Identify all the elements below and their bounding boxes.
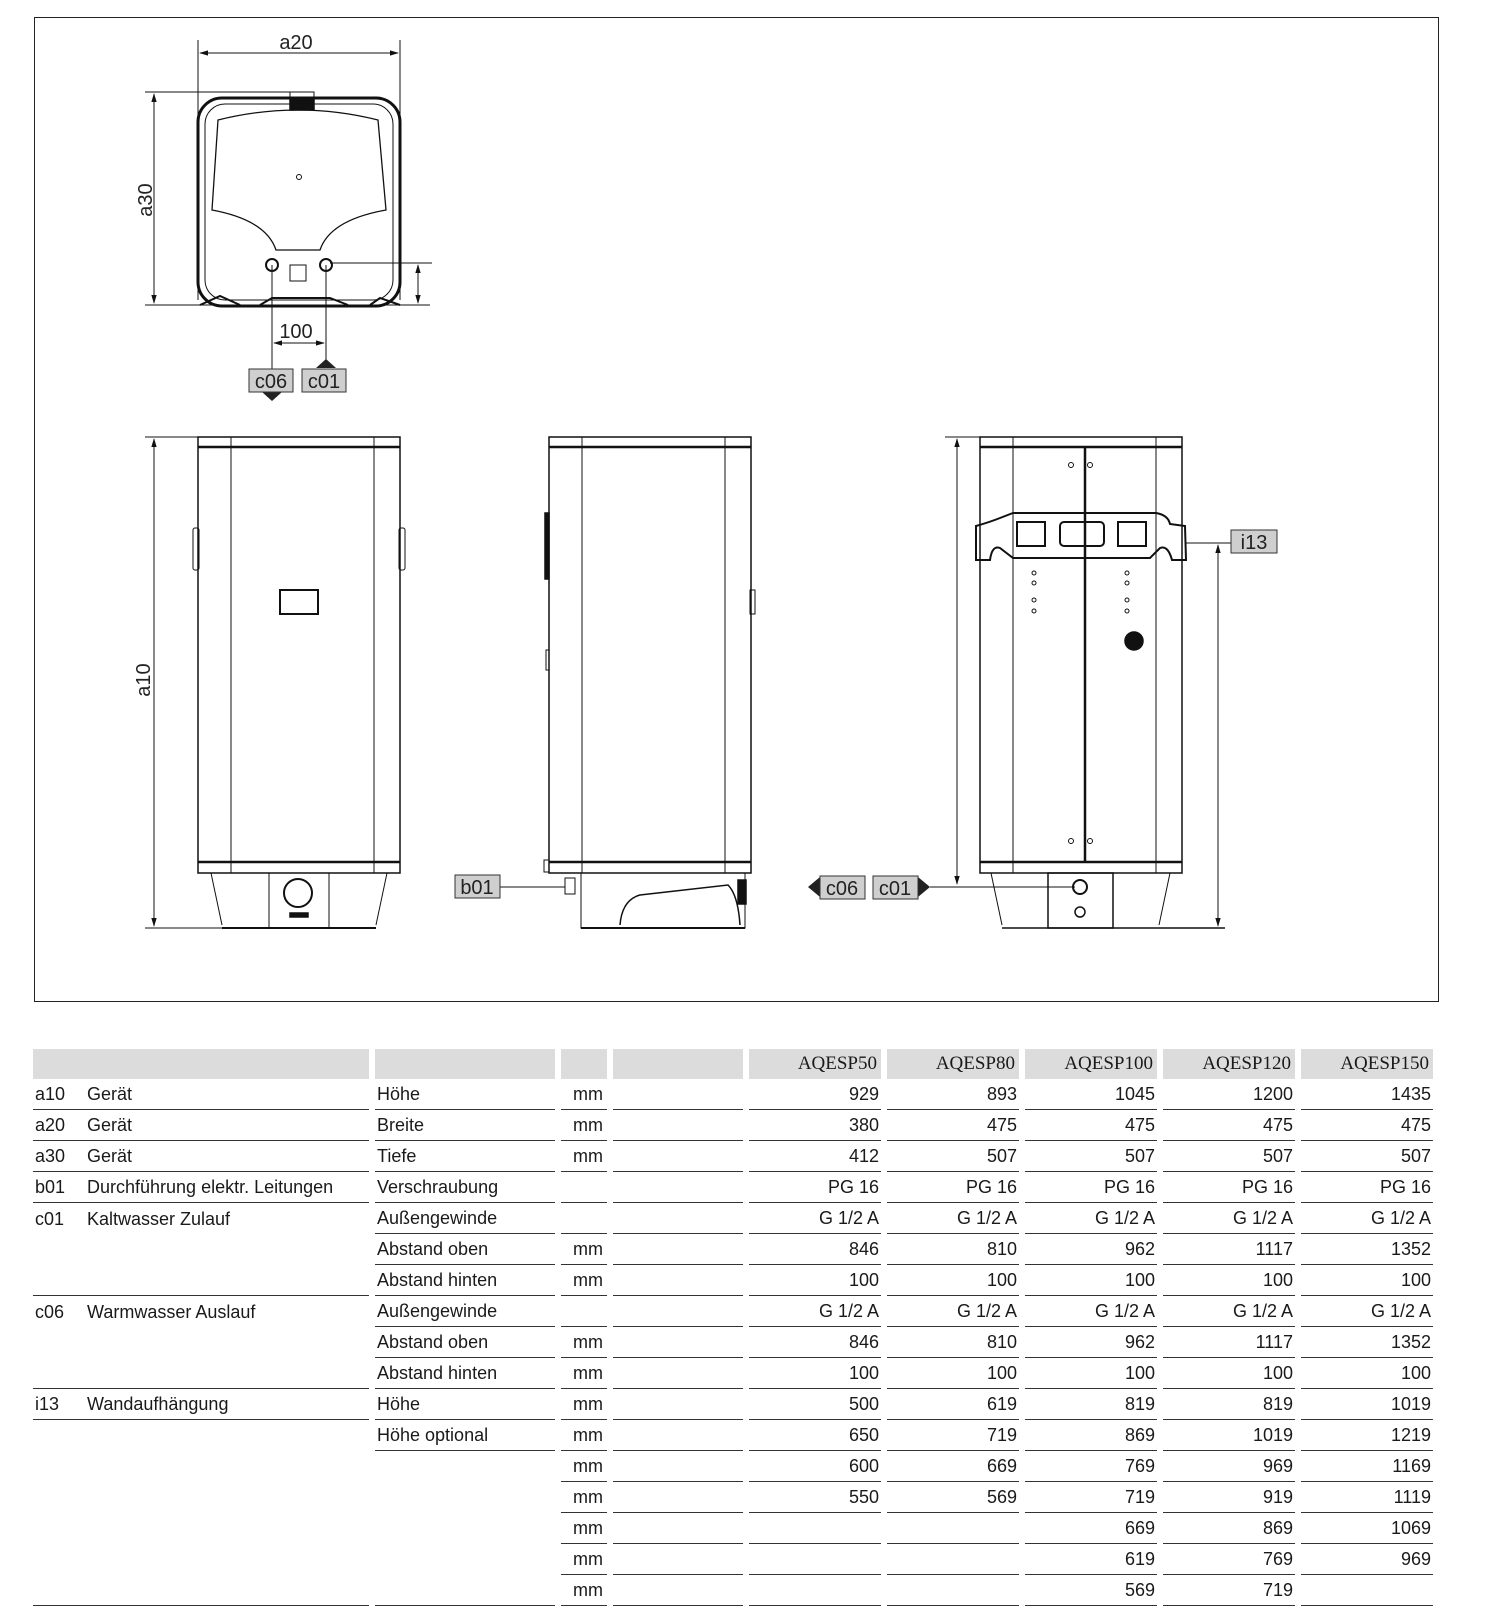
table-row bbox=[33, 1172, 1433, 1203]
designation-cell bbox=[33, 1110, 369, 1141]
item-name: Gerät bbox=[87, 1084, 133, 1104]
value-cell: 669 bbox=[1025, 1513, 1157, 1544]
value-cell: 619 bbox=[887, 1389, 1019, 1420]
value-cell: G 1/2 A bbox=[1025, 1203, 1157, 1234]
value-cell: 569 bbox=[1025, 1575, 1157, 1606]
designation-cell bbox=[33, 1265, 369, 1296]
value-cell bbox=[1301, 1575, 1433, 1606]
value-cell: 100 bbox=[749, 1265, 881, 1296]
spacer-cell bbox=[613, 1141, 743, 1172]
item-name: Durchführung elektr. Leitungen bbox=[87, 1177, 334, 1197]
value-cell: 769 bbox=[1163, 1544, 1295, 1575]
value-cell: 380 bbox=[749, 1110, 881, 1141]
value-cell: PG 16 bbox=[1163, 1172, 1295, 1203]
rear-view bbox=[930, 437, 1231, 928]
designation-cell bbox=[33, 1296, 369, 1327]
spacer-cell bbox=[613, 1482, 743, 1513]
value-cell: 962 bbox=[1025, 1234, 1157, 1265]
unit-cell: mm bbox=[561, 1079, 607, 1110]
property-cell: Höhe bbox=[375, 1389, 555, 1420]
designation-cell bbox=[33, 1482, 369, 1513]
dim-a20-label: a20 bbox=[279, 32, 313, 54]
unit-cell: mm bbox=[561, 1234, 607, 1265]
value-cell: 412 bbox=[749, 1141, 881, 1172]
dim-a30-label: a30 bbox=[135, 183, 157, 217]
value-cell: 1069 bbox=[1301, 1513, 1433, 1544]
svg-text:c06: c06 bbox=[254, 371, 288, 393]
value-cell: 100 bbox=[1163, 1265, 1295, 1296]
callout-b01 bbox=[455, 875, 500, 899]
unit-cell: mm bbox=[561, 1110, 607, 1141]
value-cell: 669 bbox=[887, 1451, 1019, 1482]
item-name: Gerät bbox=[87, 1146, 133, 1166]
value-cell: 100 bbox=[749, 1358, 881, 1389]
designation-cell bbox=[33, 1203, 369, 1234]
unit-cell: mm bbox=[561, 1482, 607, 1513]
spacer-cell bbox=[613, 1451, 743, 1482]
value-cell: G 1/2 A bbox=[1301, 1296, 1433, 1327]
value-cell: 475 bbox=[887, 1110, 1019, 1141]
header-model: AQESP50 bbox=[749, 1049, 881, 1079]
value-cell: 869 bbox=[1025, 1420, 1157, 1451]
spacer-cell bbox=[613, 1265, 743, 1296]
unit-cell: mm bbox=[561, 1141, 607, 1172]
header-model: AQESP150 bbox=[1301, 1049, 1433, 1079]
item-code: b01 bbox=[35, 1177, 66, 1197]
header-blank-unit bbox=[561, 1049, 607, 1079]
value-cell: 929 bbox=[749, 1079, 881, 1110]
designation-cell bbox=[33, 1451, 369, 1482]
table-row bbox=[33, 1265, 1433, 1296]
value-cell: 846 bbox=[749, 1327, 881, 1358]
value-cell: G 1/2 A bbox=[749, 1296, 881, 1327]
designation-cell bbox=[33, 1234, 369, 1265]
callout-c01-rear bbox=[873, 876, 918, 900]
table-row bbox=[33, 1544, 1433, 1575]
spacer-cell bbox=[613, 1544, 743, 1575]
table-row bbox=[33, 1389, 1433, 1420]
value-cell: G 1/2 A bbox=[1025, 1296, 1157, 1327]
value-cell: 500 bbox=[749, 1389, 881, 1420]
table-row bbox=[33, 1358, 1433, 1389]
property-cell: Höhe bbox=[375, 1079, 555, 1110]
value-cell bbox=[887, 1575, 1019, 1606]
designation-cell bbox=[33, 1575, 369, 1606]
table-row bbox=[33, 1079, 1433, 1110]
spacer-cell bbox=[613, 1513, 743, 1544]
designation-cell bbox=[33, 1141, 369, 1172]
header-model: AQESP100 bbox=[1025, 1049, 1157, 1079]
spacer-cell bbox=[613, 1358, 743, 1389]
value-cell: 1352 bbox=[1301, 1327, 1433, 1358]
value-cell: 719 bbox=[887, 1420, 1019, 1451]
dimensions-table bbox=[27, 1049, 1439, 1606]
value-cell: 919 bbox=[1163, 1482, 1295, 1513]
value-cell: 569 bbox=[887, 1482, 1019, 1513]
value-cell: 810 bbox=[887, 1234, 1019, 1265]
table-row bbox=[33, 1141, 1433, 1172]
value-cell: 810 bbox=[887, 1327, 1019, 1358]
unit-cell bbox=[561, 1203, 607, 1234]
value-cell: G 1/2 A bbox=[887, 1296, 1019, 1327]
property-cell: Abstand hinten bbox=[375, 1358, 555, 1389]
value-cell: 100 bbox=[1025, 1265, 1157, 1296]
designation-cell bbox=[33, 1172, 369, 1203]
value-cell: G 1/2 A bbox=[887, 1203, 1019, 1234]
svg-text:i13: i13 bbox=[1240, 532, 1268, 554]
designation-cell bbox=[33, 1513, 369, 1544]
value-cell: 507 bbox=[887, 1141, 1019, 1172]
value-cell: 100 bbox=[1301, 1358, 1433, 1389]
item-code: a20 bbox=[35, 1115, 66, 1135]
value-cell: 475 bbox=[1025, 1110, 1157, 1141]
value-cell: 846 bbox=[749, 1234, 881, 1265]
svg-text:b01: b01 bbox=[460, 877, 494, 899]
svg-text:c01: c01 bbox=[878, 878, 912, 900]
unit-cell: mm bbox=[561, 1265, 607, 1296]
property-cell bbox=[375, 1482, 555, 1513]
value-cell: 507 bbox=[1025, 1141, 1157, 1172]
spacer-cell bbox=[613, 1389, 743, 1420]
value-cell: 475 bbox=[1163, 1110, 1295, 1141]
value-cell: 1200 bbox=[1163, 1079, 1295, 1110]
item-name: Warmwasser Auslauf bbox=[87, 1301, 256, 1322]
value-cell: 1119 bbox=[1301, 1482, 1433, 1513]
front-view bbox=[145, 437, 405, 928]
callout-c06-top bbox=[249, 369, 293, 393]
value-cell: 1019 bbox=[1301, 1389, 1433, 1420]
table-row bbox=[33, 1513, 1433, 1544]
designation-cell bbox=[33, 1079, 369, 1110]
item-code: i13 bbox=[35, 1394, 60, 1414]
value-cell: PG 16 bbox=[749, 1172, 881, 1203]
item-code: a30 bbox=[35, 1146, 66, 1166]
value-cell: 719 bbox=[1025, 1482, 1157, 1513]
value-cell: PG 16 bbox=[1301, 1172, 1433, 1203]
unit-cell: mm bbox=[561, 1513, 607, 1544]
unit-cell: mm bbox=[561, 1358, 607, 1389]
value-cell: 1117 bbox=[1163, 1234, 1295, 1265]
table-header-row bbox=[33, 1049, 1433, 1079]
value-cell: G 1/2 A bbox=[1301, 1203, 1433, 1234]
table-row bbox=[33, 1327, 1433, 1358]
table-row bbox=[33, 1575, 1433, 1606]
property-cell: Breite bbox=[375, 1110, 555, 1141]
unit-cell: mm bbox=[561, 1420, 607, 1451]
item-name: Kaltwasser Zulauf bbox=[87, 1208, 231, 1229]
value-cell bbox=[887, 1544, 1019, 1575]
property-cell bbox=[375, 1513, 555, 1544]
value-cell: 100 bbox=[1163, 1358, 1295, 1389]
value-cell: 475 bbox=[1301, 1110, 1433, 1141]
value-cell: 719 bbox=[1163, 1575, 1295, 1606]
table-row bbox=[33, 1203, 1433, 1234]
value-cell: 969 bbox=[1301, 1544, 1433, 1575]
item-code: a10 bbox=[35, 1084, 66, 1104]
value-cell: 1352 bbox=[1301, 1234, 1433, 1265]
value-cell: 962 bbox=[1025, 1327, 1157, 1358]
header-blank-designation bbox=[33, 1049, 369, 1079]
table-row bbox=[33, 1420, 1433, 1451]
designation-cell bbox=[33, 1358, 369, 1389]
value-cell: 100 bbox=[1025, 1358, 1157, 1389]
header-blank-extra bbox=[613, 1049, 743, 1079]
value-cell bbox=[887, 1513, 1019, 1544]
property-cell: Außengewinde bbox=[375, 1296, 555, 1327]
property-cell: Abstand oben bbox=[375, 1327, 555, 1358]
designation-cell bbox=[33, 1544, 369, 1575]
value-cell: 1117 bbox=[1163, 1327, 1295, 1358]
spacer-cell bbox=[613, 1172, 743, 1203]
value-cell: 969 bbox=[1163, 1451, 1295, 1482]
value-cell: 819 bbox=[1025, 1389, 1157, 1420]
property-cell bbox=[375, 1451, 555, 1482]
value-cell: 550 bbox=[749, 1482, 881, 1513]
svg-text:c01: c01 bbox=[307, 371, 341, 393]
value-cell: 619 bbox=[1025, 1544, 1157, 1575]
value-cell: 869 bbox=[1163, 1513, 1295, 1544]
unit-cell: mm bbox=[561, 1389, 607, 1420]
value-cell: G 1/2 A bbox=[1163, 1296, 1295, 1327]
value-cell: PG 16 bbox=[1025, 1172, 1157, 1203]
property-cell: Abstand hinten bbox=[375, 1265, 555, 1296]
spacer-cell bbox=[613, 1327, 743, 1358]
table-row bbox=[33, 1234, 1433, 1265]
header-blank-property bbox=[375, 1049, 555, 1079]
spacer-cell bbox=[613, 1296, 743, 1327]
table-row bbox=[33, 1451, 1433, 1482]
side-view bbox=[500, 437, 755, 928]
value-cell: 100 bbox=[887, 1358, 1019, 1389]
value-cell: 893 bbox=[887, 1079, 1019, 1110]
designation-cell bbox=[33, 1420, 369, 1451]
item-name: Gerät bbox=[87, 1115, 133, 1135]
value-cell bbox=[749, 1513, 881, 1544]
value-cell: 507 bbox=[1301, 1141, 1433, 1172]
value-cell: 1045 bbox=[1025, 1079, 1157, 1110]
spacer-cell bbox=[613, 1575, 743, 1606]
value-cell: PG 16 bbox=[887, 1172, 1019, 1203]
unit-cell: mm bbox=[561, 1575, 607, 1606]
spacer-cell bbox=[613, 1203, 743, 1234]
value-cell bbox=[749, 1575, 881, 1606]
unit-cell: mm bbox=[561, 1544, 607, 1575]
table-row bbox=[33, 1482, 1433, 1513]
spacer-cell bbox=[613, 1079, 743, 1110]
property-cell: Abstand oben bbox=[375, 1234, 555, 1265]
property-cell: Außengewinde bbox=[375, 1203, 555, 1234]
value-cell: 1169 bbox=[1301, 1451, 1433, 1482]
value-cell: 600 bbox=[749, 1451, 881, 1482]
unit-cell: mm bbox=[561, 1451, 607, 1482]
property-cell bbox=[375, 1575, 555, 1606]
callout-c01-top bbox=[302, 369, 346, 393]
item-code: c01 bbox=[35, 1208, 65, 1229]
value-cell: 1019 bbox=[1163, 1420, 1295, 1451]
dim-a10-label: a10 bbox=[133, 663, 155, 697]
item-code: c06 bbox=[35, 1301, 65, 1322]
table-row bbox=[33, 1296, 1433, 1327]
spacer-cell bbox=[613, 1420, 743, 1451]
value-cell: 1219 bbox=[1301, 1420, 1433, 1451]
value-cell: 100 bbox=[887, 1265, 1019, 1296]
value-cell: 1435 bbox=[1301, 1079, 1433, 1110]
callout-c06-rear bbox=[820, 876, 865, 900]
property-cell: Verschraubung bbox=[375, 1172, 555, 1203]
dim-100-label: 100 bbox=[279, 321, 313, 343]
header-model: AQESP80 bbox=[887, 1049, 1019, 1079]
property-cell: Tiefe bbox=[375, 1141, 555, 1172]
spacer-cell bbox=[613, 1110, 743, 1141]
designation-cell bbox=[33, 1327, 369, 1358]
unit-cell: mm bbox=[561, 1327, 607, 1358]
unit-cell bbox=[561, 1296, 607, 1327]
value-cell: 769 bbox=[1025, 1451, 1157, 1482]
value-cell: 507 bbox=[1163, 1141, 1295, 1172]
unit-cell bbox=[561, 1172, 607, 1203]
value-cell bbox=[749, 1544, 881, 1575]
header-model: AQESP120 bbox=[1163, 1049, 1295, 1079]
table-row bbox=[33, 1110, 1433, 1141]
value-cell: 650 bbox=[749, 1420, 881, 1451]
value-cell: 819 bbox=[1163, 1389, 1295, 1420]
value-cell: 100 bbox=[1301, 1265, 1433, 1296]
designation-cell bbox=[33, 1389, 369, 1420]
value-cell: G 1/2 A bbox=[1163, 1203, 1295, 1234]
item-name: Wandaufhängung bbox=[87, 1394, 229, 1414]
svg-text:c06: c06 bbox=[825, 878, 859, 900]
value-cell: G 1/2 A bbox=[749, 1203, 881, 1234]
property-cell bbox=[375, 1544, 555, 1575]
property-cell: Höhe optional bbox=[375, 1420, 555, 1451]
spacer-cell bbox=[613, 1234, 743, 1265]
callout-i13 bbox=[1231, 530, 1277, 554]
